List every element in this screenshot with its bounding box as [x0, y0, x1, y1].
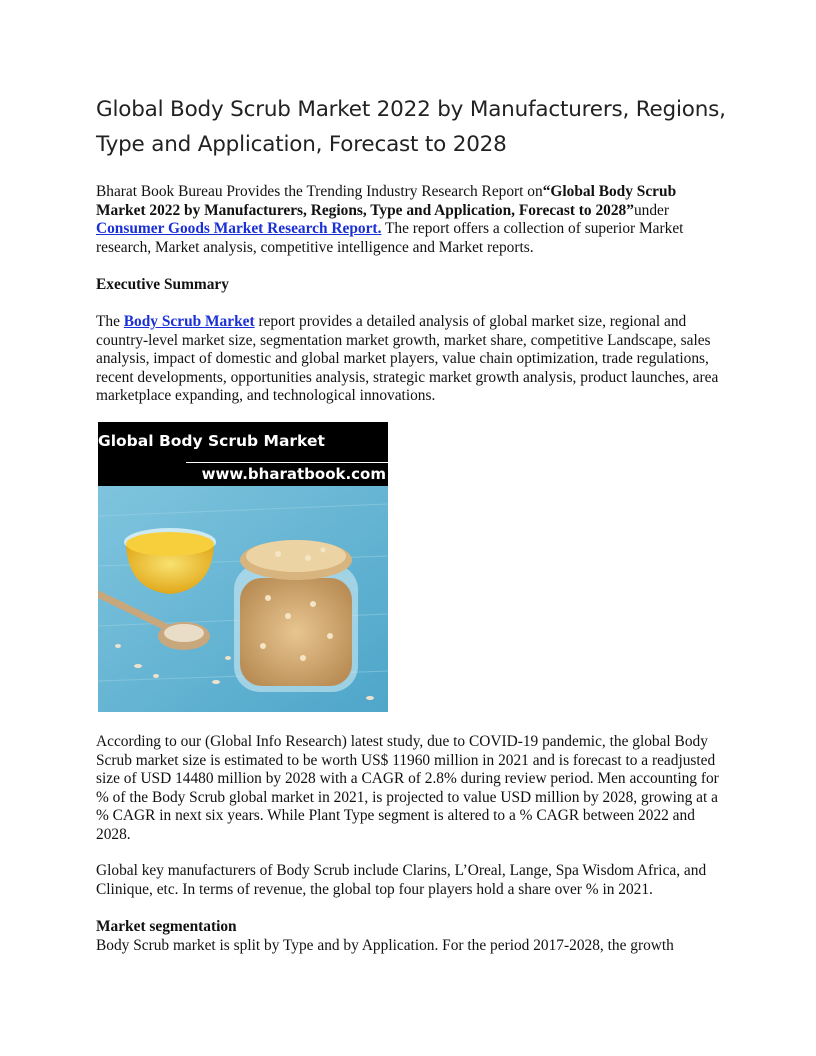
intro-paragraph	[96, 183, 724, 257]
banner-divider	[186, 462, 388, 463]
consumer-goods-report-link[interactable]: Consumer Goods Market Research Report	[96, 220, 378, 237]
manufacturers-paragraph	[96, 862, 724, 899]
intro-tail: The report offers a collection of superior Market research, Market analysis, competitive intelligence and Market reports.	[96, 220, 684, 256]
study-text: According to our (Global Info Research) latest study, due to COVID-19 pandemic, the global Body Scrub market size is estimated to be worth US$ 11960 million in 2021 and is forecast to a readjusted size of USD 14480 million by 2028 with a CAGR of 2.8% during review period. Men accounting for % of the Body Scrub global market in 2021, is projected to value USD million by 2028, growing at a % CAGR in next six years. While Plant Type segment is altered to a % CAGR between 2022 and 2028.	[96, 733, 719, 843]
study-paragraph	[96, 733, 724, 844]
body-scrub-photo	[98, 486, 388, 712]
summary-tail: report provides a detailed analysis of global market size, regional and country-level market size, segmentation market growth, market share, competitive Landscape, sales analysis, impact of domestic and global market players, value chain optimization, trade regulations, recent developments, opportunities analysis, strategic market growth analysis, product launches, area marketplace expanding, and technological innovations.	[96, 313, 719, 404]
report-banner-image	[98, 422, 388, 712]
consumer-goods-report-link-dot[interactable]: .	[377, 220, 382, 237]
intro-lead: Bharat Book Bureau Provides the Trending Industry Research Report on	[96, 183, 543, 200]
segmentation-text: Body Scrub market is split by Type and by Application. For the period 2017-2028, the growth	[96, 936, 674, 954]
intro-under-word: under	[633, 201, 669, 219]
page-title: Global Body Scrub Market 2022 by Manufacturers, Regions, Type and Application, Forecast to 2028	[96, 97, 726, 157]
executive-summary-heading: Executive Summary	[96, 276, 229, 293]
summary-lead: The	[96, 313, 124, 330]
body-scrub-market-link[interactable]: Body Scrub Market	[123, 313, 255, 330]
manufacturers-text: Global key manufacturers of Body Scrub include Clarins, L’Oreal, Lange, Spa Wisdom Africa, and Clinique, etc. In terms of revenue, the global top four players hold a share over % in 2021.	[96, 862, 707, 898]
segmentation-heading: Market segmentation	[96, 918, 237, 935]
intro-report-name: “Global Body Scrub Market 2022 by Manufacturers, Regions, Type and Application, Forecast to 2028”	[96, 183, 677, 219]
market-segmentation-section	[96, 918, 724, 955]
banner-url: www.bharatbook.com	[201, 465, 386, 483]
summary-paragraph	[96, 313, 724, 406]
banner-title: Global Body Scrub Market	[98, 432, 325, 450]
